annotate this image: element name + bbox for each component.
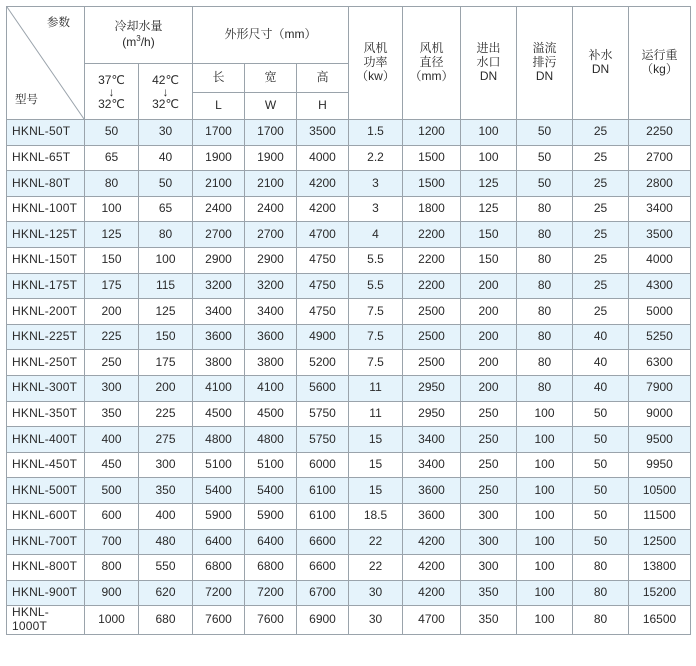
table-cell: 4300 [629,273,691,299]
table-cell: 2200 [403,222,461,248]
table-cell: 1900 [245,145,297,171]
table-cell: 4800 [245,427,297,453]
table-cell: 100 [517,503,573,529]
table-cell: 5900 [193,503,245,529]
table-cell: 6000 [297,452,349,478]
table-cell: 1800 [403,196,461,222]
table-cell: 50 [573,529,629,555]
corner-cell [7,7,85,120]
table-cell: 4 [349,222,403,248]
table-row [7,222,691,248]
table-cell: 350 [85,401,139,427]
table-cell: 4750 [297,273,349,299]
table-cell: 80 [517,299,573,325]
table-cell: 80 [517,196,573,222]
table-cell: 100 [461,120,517,146]
table-cell: 300 [85,375,139,401]
table-cell: 6800 [245,555,297,581]
table-body [7,120,691,635]
table-cell: 4200 [403,580,461,606]
table-cell: 13800 [629,555,691,581]
table-cell: 125 [85,222,139,248]
table-cell: 2200 [403,273,461,299]
table-cell: 4200 [297,196,349,222]
table-cell: 22 [349,555,403,581]
table-cell: 30 [139,120,193,146]
table-cell: 6900 [297,606,349,635]
table-cell: 25 [573,120,629,146]
table-cell: 65 [139,196,193,222]
table-cell: 3400 [403,427,461,453]
dim-length-cn: 长 [193,64,245,93]
table-cell: 6100 [297,503,349,529]
makeup-header: 补水 DN [573,7,629,120]
table-cell: 600 [85,503,139,529]
model-cell: HKNL-100T [7,196,85,222]
table-row [7,171,691,197]
table-cell: 5600 [297,375,349,401]
model-cell: HKNL-65T [7,145,85,171]
table-cell: 80 [517,222,573,248]
table-cell: 2200 [403,247,461,273]
table-cell: 25 [573,196,629,222]
table-cell: 3 [349,171,403,197]
corner-model-label: 型号 [15,93,38,106]
table-cell: 3600 [403,503,461,529]
table-cell: 30 [349,606,403,635]
table-cell: 6800 [193,555,245,581]
table-cell: 11500 [629,503,691,529]
corner-param-label: 参数 [47,17,70,29]
table-cell: 25 [573,171,629,197]
table-cell: 1200 [403,120,461,146]
table-cell: 15200 [629,580,691,606]
table-cell: 25 [573,247,629,273]
table-cell: 1900 [193,145,245,171]
table-cell: 4700 [403,606,461,635]
table-cell: 2700 [193,222,245,248]
table-cell: 4500 [245,401,297,427]
table-row [7,529,691,555]
table-cell: 125 [461,196,517,222]
table-cell: 1.5 [349,120,403,146]
table-row [7,555,691,581]
table-cell: 200 [461,375,517,401]
table-cell: 7600 [193,606,245,635]
table-cell: 5750 [297,401,349,427]
table-cell: 3600 [403,478,461,504]
table-cell: 15 [349,427,403,453]
table-cell: 4100 [245,375,297,401]
table-cell: 10500 [629,478,691,504]
table-cell: 12500 [629,529,691,555]
model-cell: HKNL-300T [7,375,85,401]
table-cell: 100 [517,580,573,606]
table-cell: 400 [85,427,139,453]
model-cell: HKNL-500T [7,478,85,504]
model-cell: HKNL-125T [7,222,85,248]
table-cell: 80 [517,375,573,401]
table-cell: 200 [85,299,139,325]
table-cell: 6600 [297,529,349,555]
table-cell: 22 [349,529,403,555]
inlet-header: 进出 水口 DN [461,7,517,120]
table-cell: 50 [85,120,139,146]
table-cell: 250 [461,478,517,504]
table-cell: 4700 [297,222,349,248]
model-cell: HKNL-400T [7,427,85,453]
table-cell: 175 [139,350,193,376]
cooling-water-header [85,7,193,64]
table-cell: 2250 [629,120,691,146]
table-row [7,452,691,478]
table-cell: 150 [461,222,517,248]
table-cell: 6700 [297,580,349,606]
table-cell: 25 [573,273,629,299]
table-cell: 2100 [193,171,245,197]
temp-42-header: 42℃ ↓ 32℃ [139,64,193,120]
table-cell: 275 [139,427,193,453]
table-cell: 50 [573,401,629,427]
table-cell: 4750 [297,299,349,325]
table-cell: 3200 [245,273,297,299]
table-cell: 7900 [629,375,691,401]
table-cell: 4200 [403,555,461,581]
table-cell: 150 [139,324,193,350]
table-cell: 6400 [245,529,297,555]
table-cell: 100 [461,145,517,171]
table-cell: 100 [85,196,139,222]
table-cell: 100 [517,529,573,555]
table-cell: 550 [139,555,193,581]
table-cell: 7200 [193,580,245,606]
table-cell: 80 [517,273,573,299]
model-cell: HKNL-50T [7,120,85,146]
table-cell: 3500 [629,222,691,248]
cooling-label: 冷却水量 [114,19,163,34]
table-cell: 3200 [193,273,245,299]
table-cell: 800 [85,555,139,581]
model-cell: HKNL-600T [7,503,85,529]
table-cell: 5400 [245,478,297,504]
table-cell: 250 [85,350,139,376]
table-cell: 2400 [193,196,245,222]
table-cell: 50 [573,478,629,504]
table-cell: 5100 [193,452,245,478]
table-cell: 100 [517,427,573,453]
cooling-unit: $(m^3/h)$ [122,34,155,49]
table-cell: 250 [461,401,517,427]
table-cell: 300 [139,452,193,478]
table-cell: 100 [517,606,573,635]
table-cell: 4800 [193,427,245,453]
model-cell: HKNL-1000T [7,606,85,635]
table-cell: 80 [573,580,629,606]
table-cell: 30 [349,580,403,606]
table-cell: 15 [349,452,403,478]
table-cell: 680 [139,606,193,635]
table-cell: 80 [517,247,573,273]
table-cell: 7200 [245,580,297,606]
model-cell: HKNL-450T [7,452,85,478]
table-cell: 80 [139,222,193,248]
table-cell: 1700 [245,120,297,146]
table-cell: 400 [139,503,193,529]
table-cell: 40 [573,350,629,376]
table-cell: 200 [461,350,517,376]
table-cell: 2500 [403,324,461,350]
table-cell: 3800 [193,350,245,376]
table-cell: 5250 [629,324,691,350]
model-cell: HKNL-80T [7,171,85,197]
table-cell: 350 [461,580,517,606]
table-cell: 3400 [245,299,297,325]
table-cell: 225 [139,401,193,427]
table-row [7,324,691,350]
table-row [7,273,691,299]
table-cell: 250 [461,427,517,453]
weight-header: 运行重 （kg） [629,7,691,120]
table-cell: 2700 [245,222,297,248]
table-cell: 2950 [403,375,461,401]
dim-width-cn: 宽 [245,64,297,93]
dim-height-en: H [297,93,349,120]
table-cell: 80 [517,324,573,350]
table-cell: 7.5 [349,324,403,350]
table-cell: 11 [349,375,403,401]
table-cell: 3500 [297,120,349,146]
table-cell: 100 [139,247,193,273]
table-cell: 700 [85,529,139,555]
table-cell: 18.5 [349,503,403,529]
table-cell: 2500 [403,350,461,376]
table-cell: 3400 [193,299,245,325]
table-row [7,401,691,427]
dimensions-header: 外形尺寸（mm） [193,7,349,64]
table-cell: 6400 [193,529,245,555]
table-cell: 250 [461,452,517,478]
table-row [7,120,691,146]
table-cell: 350 [139,478,193,504]
table-cell: 5100 [245,452,297,478]
table-cell: 5200 [297,350,349,376]
table-cell: 5750 [297,427,349,453]
dim-height-cn: 高 [297,64,349,93]
table-cell: 900 [85,580,139,606]
model-cell: HKNL-200T [7,299,85,325]
table-cell: 2900 [193,247,245,273]
table-row [7,375,691,401]
model-cell: HKNL-800T [7,555,85,581]
table-cell: 9000 [629,401,691,427]
table-cell: 25 [573,222,629,248]
table-cell: 4200 [297,171,349,197]
table-cell: 480 [139,529,193,555]
table-cell: 80 [573,606,629,635]
table-cell: 125 [461,171,517,197]
table-cell: 4000 [297,145,349,171]
table-cell: 150 [85,247,139,273]
model-cell: HKNL-250T [7,350,85,376]
overflow-header: 溢流 排污 DN [517,7,573,120]
table-cell: 2700 [629,145,691,171]
table-cell: 50 [517,145,573,171]
model-cell: HKNL-225T [7,324,85,350]
table-cell: 3400 [629,196,691,222]
table-cell: 11 [349,401,403,427]
table-cell: 1700 [193,120,245,146]
table-cell: 150 [461,247,517,273]
table-cell: 5000 [629,299,691,325]
table-row [7,145,691,171]
table-cell: 40 [573,324,629,350]
table-cell: 5900 [245,503,297,529]
dim-width-en: W [245,93,297,120]
temp-37-header: 37℃ ↓ 32℃ [85,64,139,120]
table-cell: 6300 [629,350,691,376]
table-row [7,247,691,273]
table-cell: 200 [139,375,193,401]
spec-table [6,6,691,635]
table-cell: 6600 [297,555,349,581]
table-cell: 200 [461,273,517,299]
table-cell: 200 [461,324,517,350]
table-cell: 100 [517,401,573,427]
dim-length-en: L [193,93,245,120]
table-row [7,350,691,376]
table-cell: 125 [139,299,193,325]
table-row [7,503,691,529]
table-row [7,196,691,222]
table-cell: 80 [85,171,139,197]
table-cell: 2100 [245,171,297,197]
table-cell: 100 [517,555,573,581]
table-cell: 300 [461,503,517,529]
fan-diameter-header: 风机 直径 （mm） [403,7,461,120]
table-cell: 50 [573,503,629,529]
table-cell: 6100 [297,478,349,504]
model-cell: HKNL-900T [7,580,85,606]
table-cell: 3600 [245,324,297,350]
table-row [7,427,691,453]
table-cell: 25 [573,145,629,171]
table-cell: 50 [139,171,193,197]
table-cell: 40 [573,375,629,401]
table-cell: 300 [461,529,517,555]
table-cell: 2950 [403,401,461,427]
table-cell: 2400 [245,196,297,222]
model-cell: HKNL-175T [7,273,85,299]
table-cell: 9950 [629,452,691,478]
table-cell: 3600 [193,324,245,350]
table-cell: 15 [349,478,403,504]
table-cell: 2800 [629,171,691,197]
table-cell: 16500 [629,606,691,635]
table-cell: 40 [139,145,193,171]
table-cell: 2900 [245,247,297,273]
table-cell: 1500 [403,145,461,171]
table-cell: 7.5 [349,299,403,325]
table-cell: 25 [573,299,629,325]
table-cell: 4500 [193,401,245,427]
table-cell: 80 [573,555,629,581]
table-cell: 1000 [85,606,139,635]
fan-power-header: 风机 功率 （kw） [349,7,403,120]
table-cell: 9500 [629,427,691,453]
table-cell: 7600 [245,606,297,635]
table-cell: 1500 [403,171,461,197]
table-header [7,7,691,120]
table-cell: 620 [139,580,193,606]
model-cell: HKNL-350T [7,401,85,427]
table-cell: 5400 [193,478,245,504]
table-cell: 4100 [193,375,245,401]
table-cell: 450 [85,452,139,478]
table-cell: 4750 [297,247,349,273]
table-cell: 50 [517,171,573,197]
table-cell: 3800 [245,350,297,376]
table-cell: 175 [85,273,139,299]
table-cell: 350 [461,606,517,635]
table-cell: 50 [517,120,573,146]
table-cell: 300 [461,555,517,581]
table-row [7,580,691,606]
table-row [7,606,691,635]
table-cell: 225 [85,324,139,350]
table-row [7,478,691,504]
table-cell: 2.2 [349,145,403,171]
table-cell: 3400 [403,452,461,478]
table-cell: 500 [85,478,139,504]
model-cell: HKNL-150T [7,247,85,273]
table-cell: 50 [573,427,629,453]
table-cell: 80 [517,350,573,376]
table-cell: 200 [461,299,517,325]
table-cell: 4000 [629,247,691,273]
table-cell: 4900 [297,324,349,350]
table-cell: 5.5 [349,247,403,273]
table-cell: 50 [573,452,629,478]
table-cell: 100 [517,452,573,478]
table-cell: 2500 [403,299,461,325]
model-cell: HKNL-700T [7,529,85,555]
table-cell: 65 [85,145,139,171]
table-cell: 115 [139,273,193,299]
table-cell: 5.5 [349,273,403,299]
table-row [7,299,691,325]
table-cell: 4200 [403,529,461,555]
table-cell: 7.5 [349,350,403,376]
table-cell: 100 [517,478,573,504]
table-cell: 3 [349,196,403,222]
